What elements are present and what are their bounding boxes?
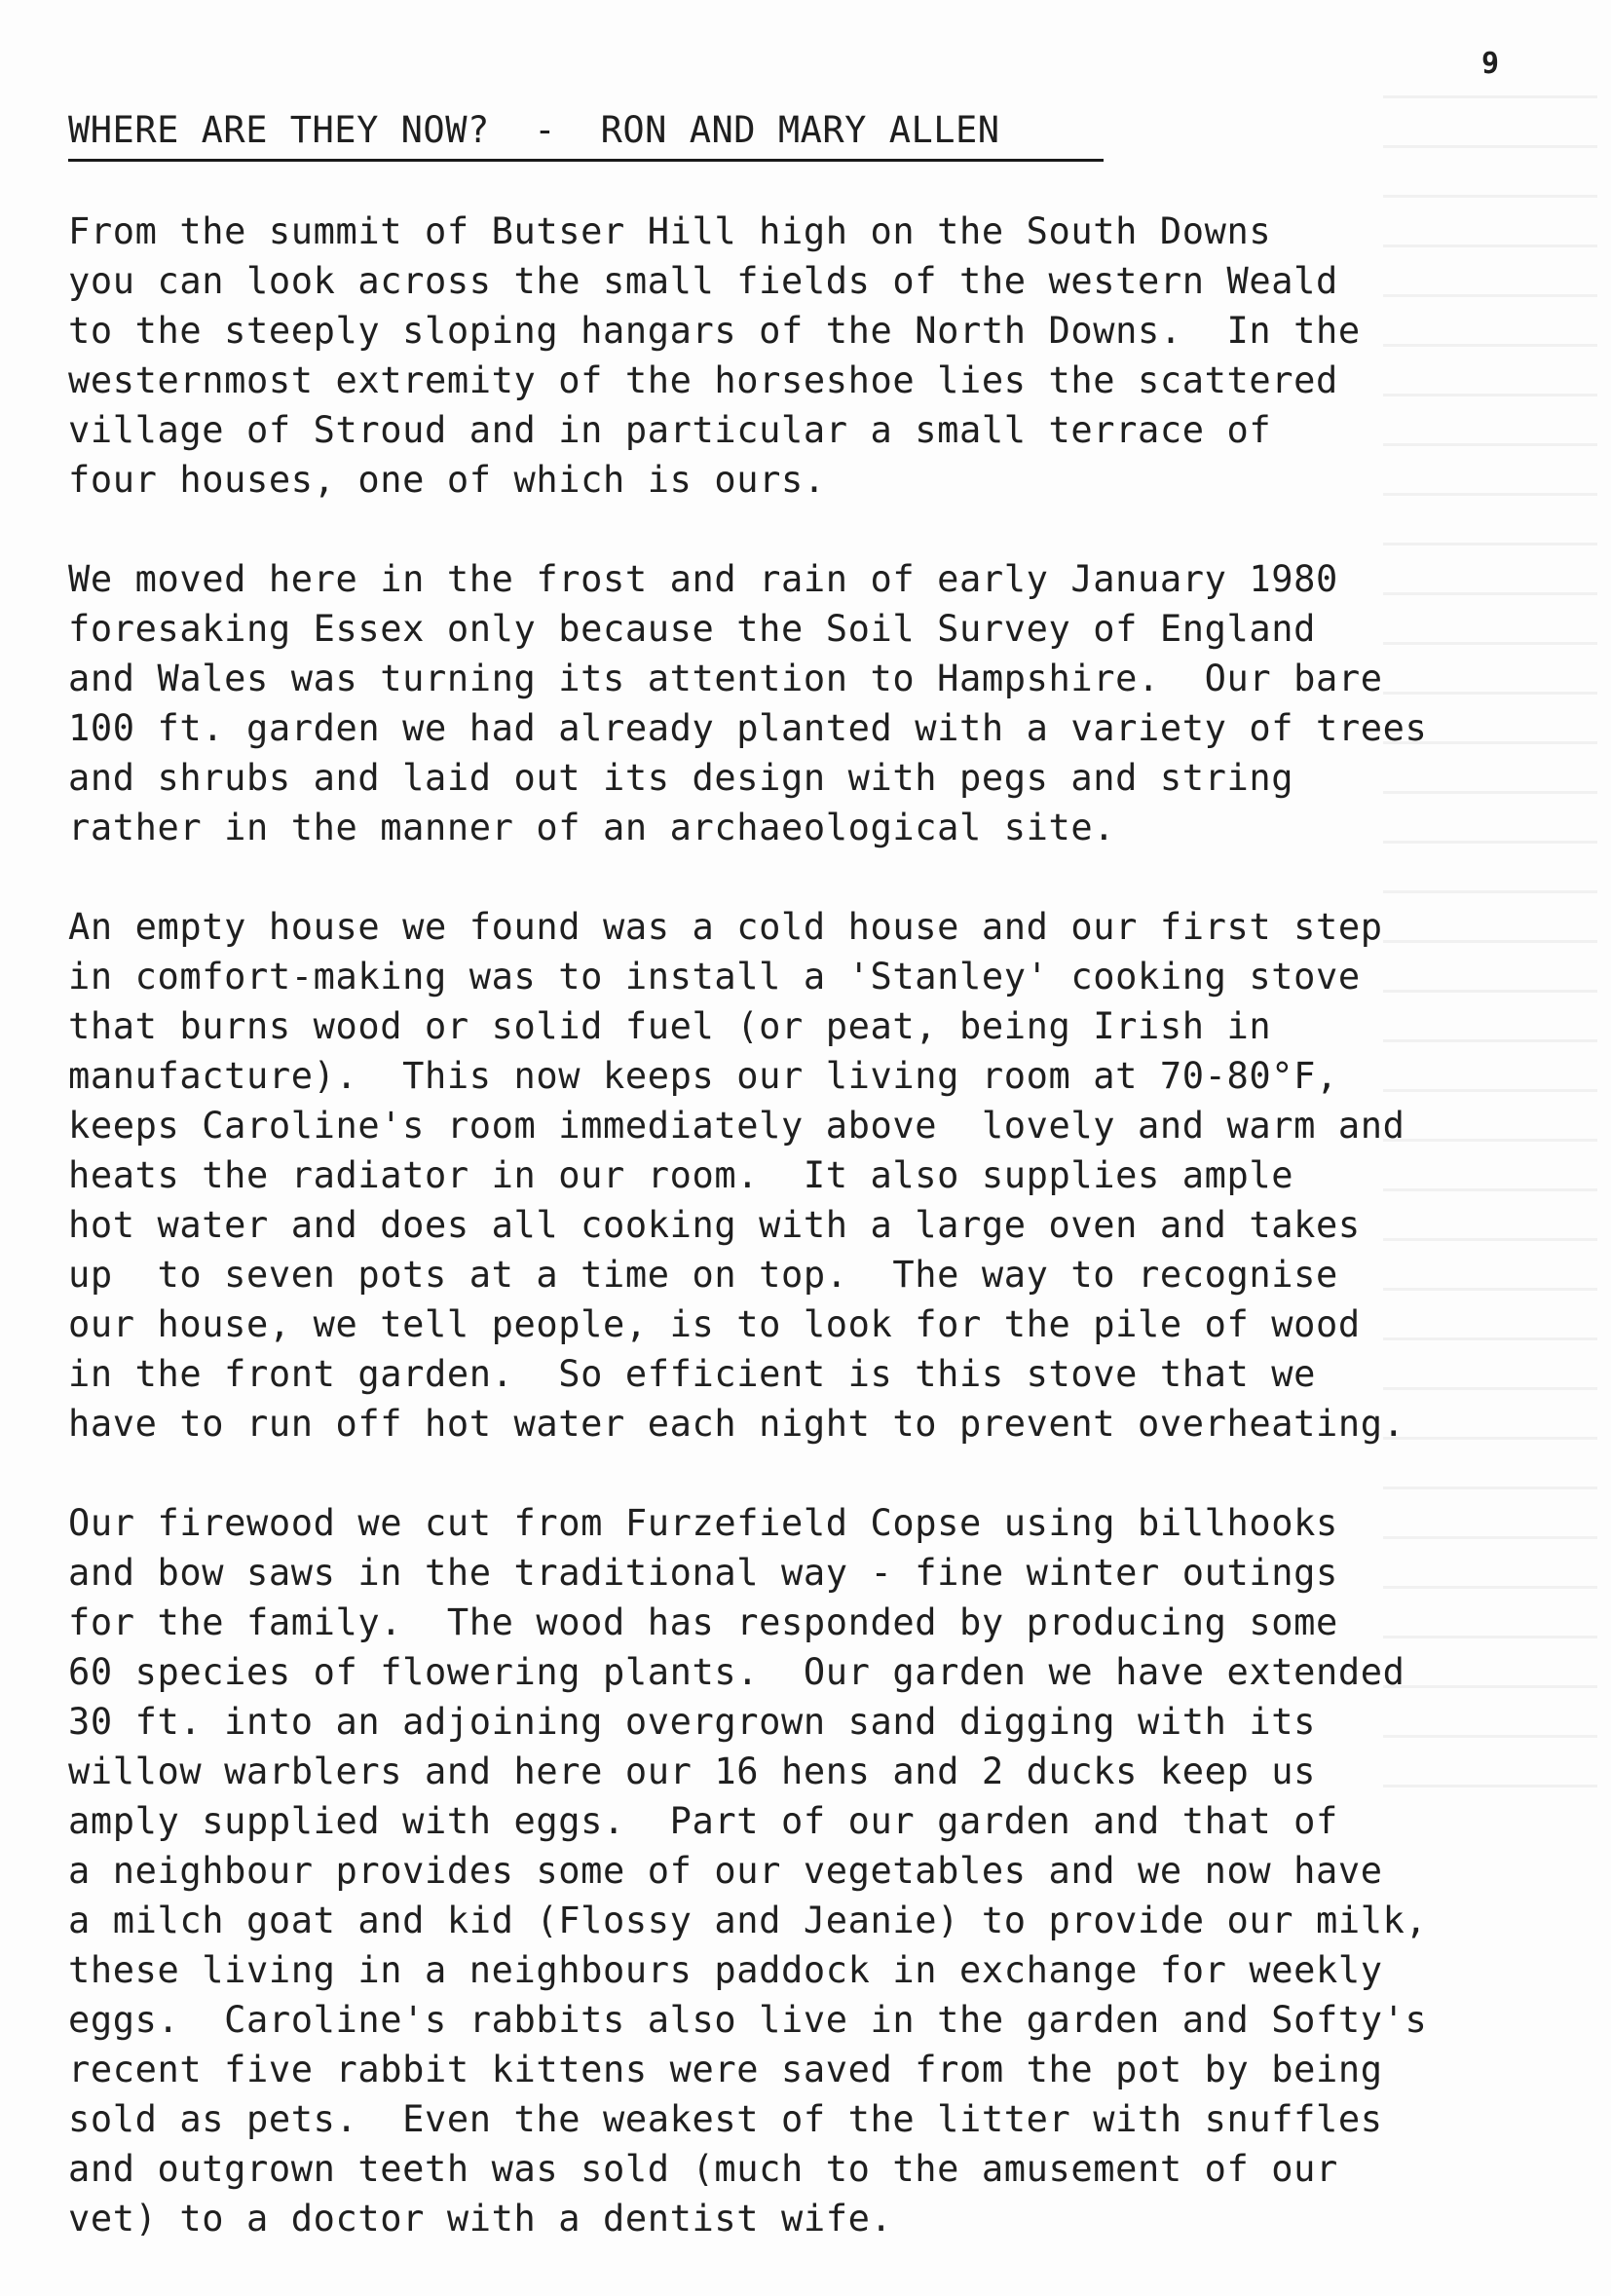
text-line: We moved here in the frost and rain of early January 1980 bbox=[68, 558, 1338, 600]
text-line: sold as pets. Even the weakest of the litter with snuffles bbox=[68, 2098, 1383, 2140]
text-line: and Wales was turning its attention to Hampshire. Our bare bbox=[68, 658, 1383, 699]
text-line: An empty house we found was a cold house and our first step bbox=[68, 906, 1383, 948]
text-line: foresaking Essex only because the Soil Survey of England bbox=[68, 608, 1317, 650]
text-line: you can look across the small fields of the western Weald bbox=[68, 260, 1338, 302]
text-line: to the steeply sloping hangars of the North Downs. In the bbox=[68, 310, 1361, 352]
text-line: these living in a neighbours paddock in exchange for weekly bbox=[68, 1949, 1383, 1991]
paragraph-1 bbox=[68, 207, 1588, 505]
text-line: village of Stroud and in particular a small terrace of bbox=[68, 409, 1272, 451]
paragraph-2 bbox=[68, 554, 1588, 852]
text-line: a milch goat and kid (Flossy and Jeanie) to provide our milk, bbox=[68, 1900, 1428, 1941]
text-line: up to seven pots at a time on top. The way to recognise bbox=[68, 1254, 1338, 1296]
text-line: heats the radiator in our room. It also supplies ample bbox=[68, 1154, 1294, 1196]
text-line: manufacture). This now keeps our living room at 70-80°F, bbox=[68, 1055, 1338, 1097]
text-line: keeps Caroline's room immediately above lovely and warm and bbox=[68, 1105, 1405, 1147]
text-line: vet) to a doctor with a dentist wife. bbox=[68, 2198, 893, 2240]
text-line: From the summit of Butser Hill high on the South Downs bbox=[68, 210, 1272, 252]
title-underline bbox=[68, 159, 1104, 162]
text-line: have to run off hot water each night to prevent overheating. bbox=[68, 1403, 1405, 1445]
text-line: for the family. The wood has responded by producing some bbox=[68, 1601, 1338, 1643]
text-line: that burns wood or solid fuel (or peat, being Irish in bbox=[68, 1005, 1272, 1047]
paragraph-4 bbox=[68, 1498, 1588, 2243]
text-line: four houses, one of which is ours. bbox=[68, 459, 826, 501]
text-line: recent five rabbit kittens were saved from the pot by being bbox=[68, 2049, 1383, 2090]
text-line: and shrubs and laid out its design with pegs and string bbox=[68, 757, 1294, 799]
text-line: in the front garden. So efficient is this stove that we bbox=[68, 1353, 1317, 1395]
article-title: WHERE ARE THEY NOW? - RON AND MARY ALLEN bbox=[68, 109, 1000, 151]
page-number: 9 bbox=[1481, 47, 1500, 81]
text-line: a neighbour provides some of our vegetables and we now have bbox=[68, 1850, 1383, 1892]
text-line: and bow saws in the traditional way - fine winter outings bbox=[68, 1552, 1338, 1594]
text-line: amply supplied with eggs. Part of our garden and that of bbox=[68, 1800, 1338, 1842]
text-line: and outgrown teeth was sold (much to the amusement of our bbox=[68, 2148, 1338, 2190]
text-line: hot water and does all cooking with a large oven and takes bbox=[68, 1204, 1361, 1246]
text-line: our house, we tell people, is to look for the pile of wood bbox=[68, 1303, 1361, 1345]
text-line: westernmost extremity of the horseshoe lies the scattered bbox=[68, 359, 1338, 401]
text-line: 100 ft. garden we had already planted with a variety of trees bbox=[68, 707, 1428, 749]
text-line: 60 species of flowering plants. Our garden we have extended bbox=[68, 1651, 1405, 1693]
text-line: 30 ft. into an adjoining overgrown sand digging with its bbox=[68, 1701, 1317, 1743]
text-line: eggs. Caroline's rabbits also live in the garden and Softy's bbox=[68, 1999, 1428, 2041]
paragraph-3 bbox=[68, 902, 1588, 1449]
text-line: Our firewood we cut from Furzefield Copse using billhooks bbox=[68, 1502, 1338, 1544]
text-line: in comfort-making was to install a 'Stanley' cooking stove bbox=[68, 956, 1361, 997]
text-line: rather in the manner of an archaeological site. bbox=[68, 807, 1116, 848]
text-line: willow warblers and here our 16 hens and 2 ducks keep us bbox=[68, 1750, 1317, 1792]
article-body bbox=[68, 207, 1588, 2293]
